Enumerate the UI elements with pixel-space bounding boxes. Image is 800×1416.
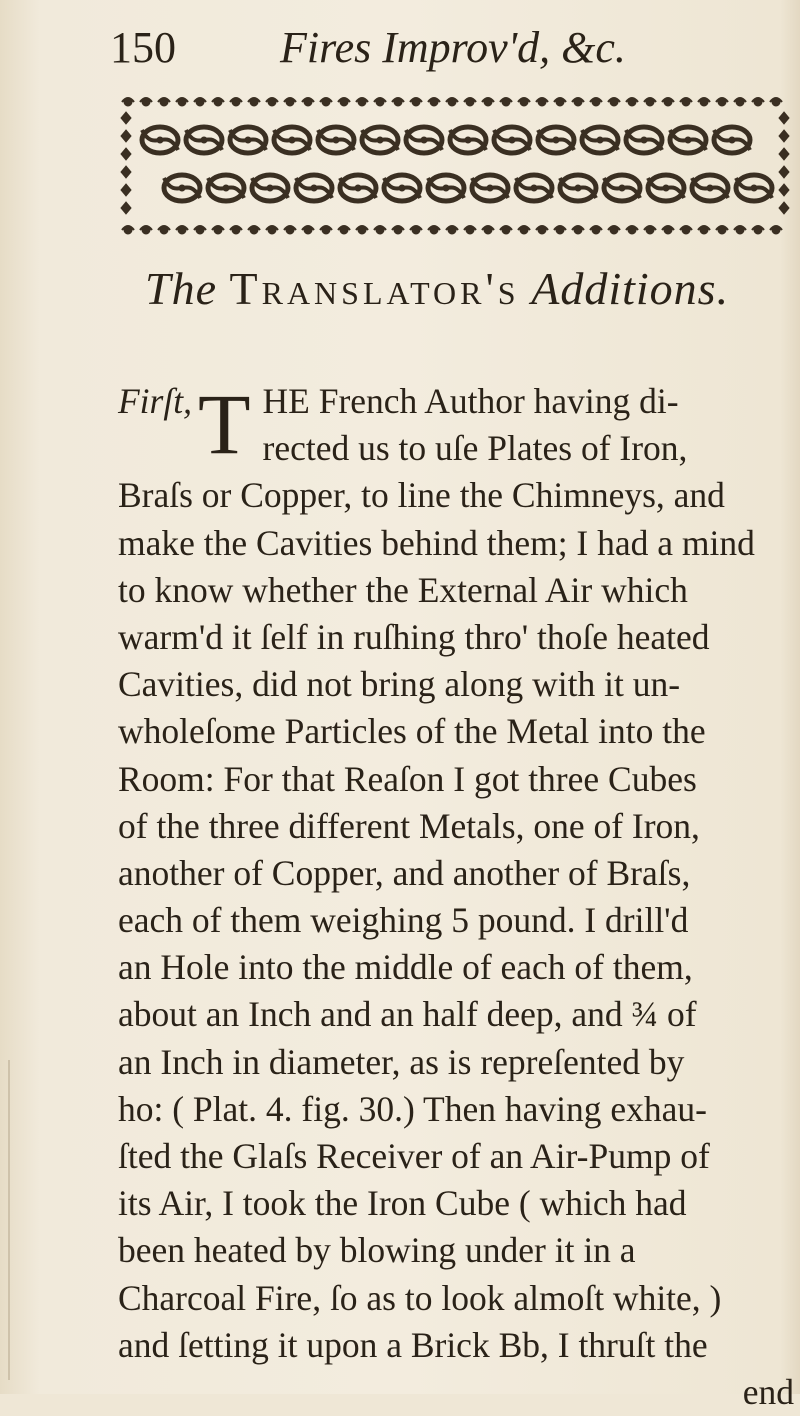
text-line: been heated by blowing under it in a [118, 1230, 636, 1271]
knot-center [707, 185, 713, 191]
opening-block [118, 378, 798, 472]
fleuron-diamond [779, 202, 789, 214]
fleuron-diamond [121, 148, 131, 160]
knot-center [377, 137, 383, 143]
text-line: rected us to uſe Plates of Iron, [262, 428, 688, 469]
fleuron-diamond [779, 130, 789, 142]
knot-center [355, 185, 361, 191]
section-title-smallcaps: Translator's [229, 263, 520, 314]
knot-center [179, 185, 185, 191]
knot-center [729, 137, 735, 143]
fleuron-diamond [121, 112, 131, 124]
text-line: wholeſome Particles of the Metal into the [118, 711, 706, 752]
knot-center [641, 137, 647, 143]
text-line: Cavities, did not bring along with it un- [118, 664, 681, 705]
text-line: another of Copper, and another of Braſs, [118, 852, 691, 893]
knot-center [421, 137, 427, 143]
knot-center [509, 137, 515, 143]
knot-center [751, 185, 757, 191]
text-line: Braſs or Copper, to line the Chimneys, and [118, 475, 725, 516]
text-line: of the three different Metals, one of Iron, [118, 805, 700, 846]
knot-center [663, 185, 669, 191]
knot-center [685, 137, 691, 143]
page-number: 150 [110, 23, 176, 72]
knot-center [267, 185, 273, 191]
knot-center [487, 185, 493, 191]
fleuron-diamond [779, 166, 789, 178]
text-line: its Air, I took the Iron Cube ( which had [118, 1183, 687, 1224]
text-line: to know whether the External Air which [118, 569, 688, 610]
paragraph-lines [118, 472, 798, 1369]
page-edge-shadow [8, 1060, 10, 1380]
knot-center [311, 185, 317, 191]
knot-center [619, 185, 625, 191]
fleuron-diamond [779, 184, 789, 196]
text-line: Room: For that Reaſon I got three Cubes [118, 758, 697, 799]
knot-center [443, 185, 449, 191]
knot-center [465, 137, 471, 143]
page-header [110, 18, 760, 78]
section-title [145, 262, 785, 315]
fleuron-diamond [779, 148, 789, 160]
text-line: ho: ( Plat. 4. fig. 30.) Then having exhau- [118, 1088, 707, 1129]
decorative-headpiece-icon [120, 92, 792, 242]
knot-center [597, 137, 603, 143]
running-head: Fires Improv'd, &c. [280, 23, 626, 72]
text-line: make the Cavities behind them; I had a mind [118, 522, 755, 563]
knot-center [333, 137, 339, 143]
knot-center [575, 185, 581, 191]
first-word: Firſt, [118, 381, 192, 421]
fleuron-diamond [121, 202, 131, 214]
text-line: each of them weighing 5 pound. I drill'd [118, 900, 689, 941]
text-line: warm'd it ſelf in ruſhing thro' thoſe heated [118, 616, 710, 657]
knot-center [531, 185, 537, 191]
fleuron-diamond [121, 184, 131, 196]
text-line: an Hole into the middle of each of them, [118, 947, 693, 988]
knot-center [289, 137, 295, 143]
knot-center [399, 185, 405, 191]
knot-center [245, 137, 251, 143]
body-text [118, 378, 798, 1416]
text-line: ſted the Glaſs Receiver of an Air-Pump of [118, 1136, 710, 1177]
section-title-suffix: Additions. [519, 263, 730, 314]
fleuron-diamond [121, 166, 131, 178]
catchword: end [742, 1371, 794, 1412]
knot-center [553, 137, 559, 143]
text-line: about an Inch and an half deep, and ¾ of [118, 994, 697, 1035]
text-line: an Inch in diameter, as is repreſented by [118, 1041, 685, 1082]
text-line: and ſetting it upon a Brick Bb, I thruſt the [118, 1324, 708, 1365]
text-line: HE French Author having di- [262, 381, 679, 421]
text-line: Charcoal Fire, ſo as to look almoſt white, ) [118, 1277, 722, 1318]
fleuron-diamond [779, 112, 789, 124]
knot-center [201, 137, 207, 143]
drop-cap: T [197, 376, 251, 472]
section-title-prefix: The [145, 263, 230, 314]
fleuron-diamond [121, 130, 131, 142]
knot-center [157, 137, 163, 143]
knot-center [223, 185, 229, 191]
